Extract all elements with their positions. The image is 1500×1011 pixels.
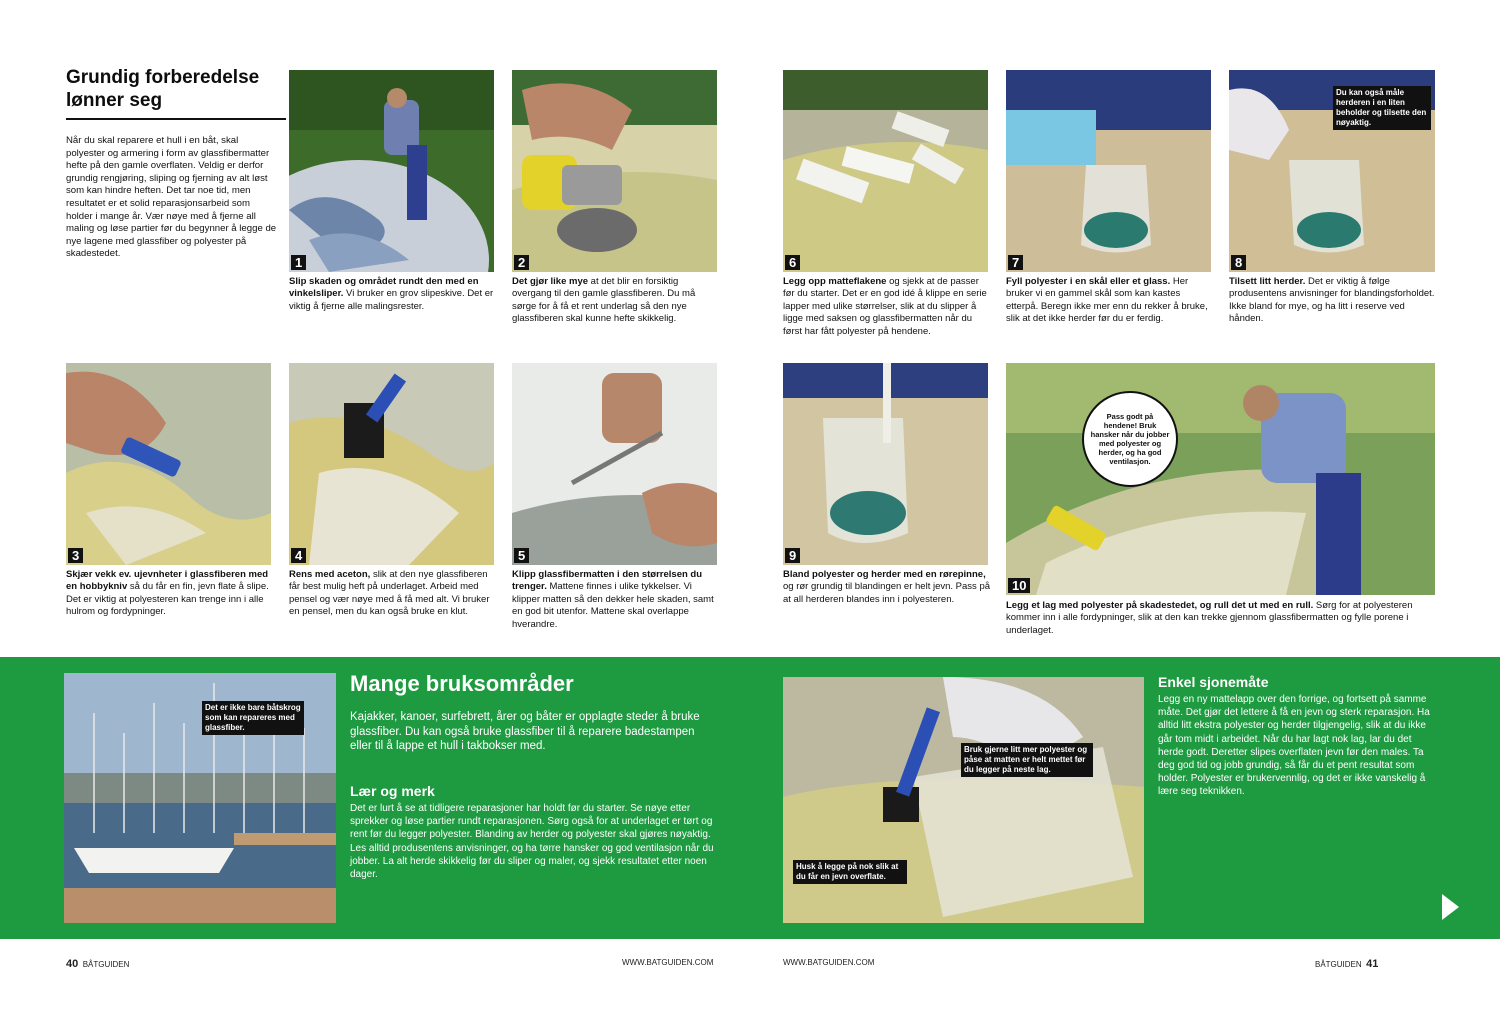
box-lead: Kajakker, kanoer, surfebrett, årer og båter er opplagte steder å bruke glassfiber. Du kan også bruke glassfiber til å reparere badestampen eller til å lappe et hull i takbokser med. — [350, 711, 700, 752]
right-footer-url: WWW.BATGUIDEN.COM — [783, 958, 875, 967]
step-caption-bold: Klipp glassfibermatten i den størrelsen du trenger. — [512, 569, 703, 593]
step-number: 3 — [68, 548, 83, 563]
step-2a-caption — [512, 276, 720, 326]
step-7-caption — [1006, 276, 1214, 326]
step-4-caption — [289, 569, 497, 619]
marina-photo — [64, 673, 336, 923]
tip-label: Du kan også måle herderen i en liten beholder og tilsette den nøyaktig. — [1333, 86, 1431, 130]
title-rule — [66, 118, 286, 120]
step-caption-text: Mattene finnes i ulike tykkelser. Vi klipper matten så den dekker hele skaden, samt en god bit utenfor. Mattene skal overlappe hverandre. — [512, 581, 714, 630]
step-caption-text: at det blir en forsiktig overgang til den gamle glassfiberen. Du må sørge for å få et rent underlag så den nye glassfiberen skal kunne hefte skikkelig. — [512, 276, 696, 325]
step-caption-text: og sjekk at de passer før du starter. Det er en god idé å klippe en serie lapper med ulike størrelser, slik at du slipper å ligge med saksen og glassfibermatten når du først har fått polyester på hendene. — [783, 276, 987, 337]
step-1-photo — [289, 70, 494, 272]
step-number: 1 — [291, 255, 306, 270]
step-caption-bold: Fyll polyester i en skål eller et glass. — [1006, 276, 1171, 287]
magazine-name: BÅTGUIDEN — [1315, 960, 1362, 969]
page-title: Grundig forberedelse lønner seg — [66, 67, 260, 111]
step-caption-text: Det er viktig å følge produsentens anvisninger for blandingsforholdet. Ikke bland for mye, og ha litt i reserve ved hånden. — [1229, 276, 1435, 325]
tip-speech-bubble: Pass godt på hendene! Bruk hansker når du jobber med polyester og herder, og ha god ventilasjon. — [1082, 391, 1178, 487]
step-8-caption — [1229, 276, 1437, 326]
step-caption-bold: Bland polyester og herder med en rørepinne, — [783, 569, 986, 580]
step-number: 2 — [514, 255, 529, 270]
step-number: 7 — [1008, 255, 1023, 270]
box-text-2: Legg en ny mattelapp over den forrige, og fortsett på samme måte. Det gjør det lettere å få en jevn og sterk reparasjon. Ha alltid litt ekstra polyester og herder tilgjengelig, slik at du ikke går tom midt i arbeidet. Når du har lagt nok lag, lar du det herde godt. Deretter slipes overflaten jevn før den males. Ta deg god tid og jobb grundig, så får du et pent resultat som holder. Polyester er brukervennlig, og det er ikke vanskelig å lære seg teknikken. — [1158, 694, 1430, 798]
step-caption-bold: Rens med aceton, — [289, 569, 371, 580]
step-5-photo — [512, 363, 717, 565]
step-8-photo — [1229, 70, 1435, 272]
step-2a-photo — [512, 70, 717, 272]
photo-label: Husk å legge på nok slik at du får en jevn overflate. — [793, 860, 907, 884]
step-6-caption — [783, 276, 991, 338]
intro-text: Når du skal reparere et hull i en båt, skal polyester og armering i form av glassfibermatter hefte på den gamle overflaten. Veldig er derfor grundig rengjøring, sliping og fjerning av alt løst som kan hindre heften. Det tar noe tid, men resultatet er et solid reparasjonsarbeid som holder i mange år. Vær nøye med å fjerne all maling og løse partier før du begynner å legge de nye lagene med glassfiber og polyester på skadestedet. — [66, 135, 277, 260]
step-5-caption — [512, 569, 720, 631]
step-caption-bold: Tilsett litt herder. — [1229, 276, 1306, 287]
step-9-caption — [783, 569, 991, 606]
step-4-photo — [289, 363, 494, 565]
step-10-caption — [1006, 600, 1436, 637]
page-number: 40 — [66, 958, 79, 970]
box-subheading-2: Enkel sjonemåte — [1158, 674, 1269, 690]
step-number: 9 — [785, 548, 800, 563]
step-10-photo — [1006, 363, 1435, 595]
step-caption-text: slik at den nye glassfiberen får best mulig heft på underlaget. Arbeid med pensel og vær nøye med å få med alt. Vi bruker en pensel, men du kan også bruke en klut. — [289, 569, 490, 618]
left-footer — [66, 958, 129, 970]
step-3-photo — [66, 363, 271, 565]
step-caption-text: Her bruker vi en gammel skål som kan kastes etterpå. Beregn ikke mer enn du rekker å bruke, slik at det ikke herder før du er ferdig. — [1006, 276, 1208, 325]
step-caption-bold: Skjær vekk ev. ujevnheter i glassfiberen med en hobbykniv — [66, 569, 269, 593]
box-title: Mange bruksområder — [350, 671, 574, 696]
step-number: 5 — [514, 548, 529, 563]
box-text-1: Det er lurt å se at tidligere reparasjoner har holdt før du starter. Se nøye etter sprekker og løse partier rundt reparasjonen. Sørg også for at underlaget er tørt og rent før du legger polyester. Blanding av herder og polyester skal gjøres nøyaktig. Les alltid produsentens anvisninger, og ha tørre hansker og god ventilasjon når du jobber. La alt herde skikkelig før du sliper og maler, og sjekk resultatet etter noen dager. — [350, 803, 714, 881]
step-caption-bold: Slip skaden og området rundt den med en vinkelsliper. — [289, 276, 479, 300]
step-number: 8 — [1231, 255, 1246, 270]
magazine-name: BÅTGUIDEN — [82, 960, 130, 969]
step-caption-text: Sørg for at polyesteren kommer inn i alle fordypninger, slik at den kan trekke gjennom glassfibermatten og fylle porene i underlaget. — [1006, 600, 1413, 636]
step-6-photo — [783, 70, 988, 272]
step-caption-bold: Legg opp matteflakene — [783, 276, 887, 287]
page-number: 41 — [1366, 958, 1379, 970]
photo-label: Det er ikke bare båtskrog som kan repareres med glassfiber. — [202, 701, 304, 735]
step-caption-bold: Det gjør like mye — [512, 276, 589, 287]
step-number: 6 — [785, 255, 800, 270]
next-page-arrow-icon[interactable] — [1442, 894, 1459, 920]
brush-photo — [783, 677, 1144, 923]
step-number: 4 — [291, 548, 306, 563]
step-1-caption — [289, 276, 497, 313]
photo-label: Bruk gjerne litt mer polyester og påse at matten er helt mettet før du legger på neste lag. — [961, 743, 1093, 777]
step-9-photo — [783, 363, 988, 565]
step-caption-text: Vi bruker en grov slipeskive. Det er viktig å fjerne alle malingsrester. — [289, 288, 494, 312]
box-subheading-1: Lær og merk — [350, 783, 435, 799]
left-footer-url: WWW.BATGUIDEN.COM — [622, 958, 714, 967]
step-caption-text: og rør grundig til blandingen er helt jevn. Pass på at all herderen blandes inn i polyesteren. — [783, 581, 991, 605]
step-7-photo — [1006, 70, 1211, 272]
step-3-caption — [66, 569, 274, 619]
step-caption-bold: Legg et lag med polyester på skadestedet, og rull det ut med en rull. — [1006, 600, 1314, 611]
step-caption-text: så du får en fin, jevn flate å slipe. Det er viktig at polyesteren kan trenge inn i alle hulrom og fordypninger. — [66, 581, 269, 618]
step-number: 10 — [1008, 578, 1030, 593]
right-footer — [1315, 958, 1378, 970]
